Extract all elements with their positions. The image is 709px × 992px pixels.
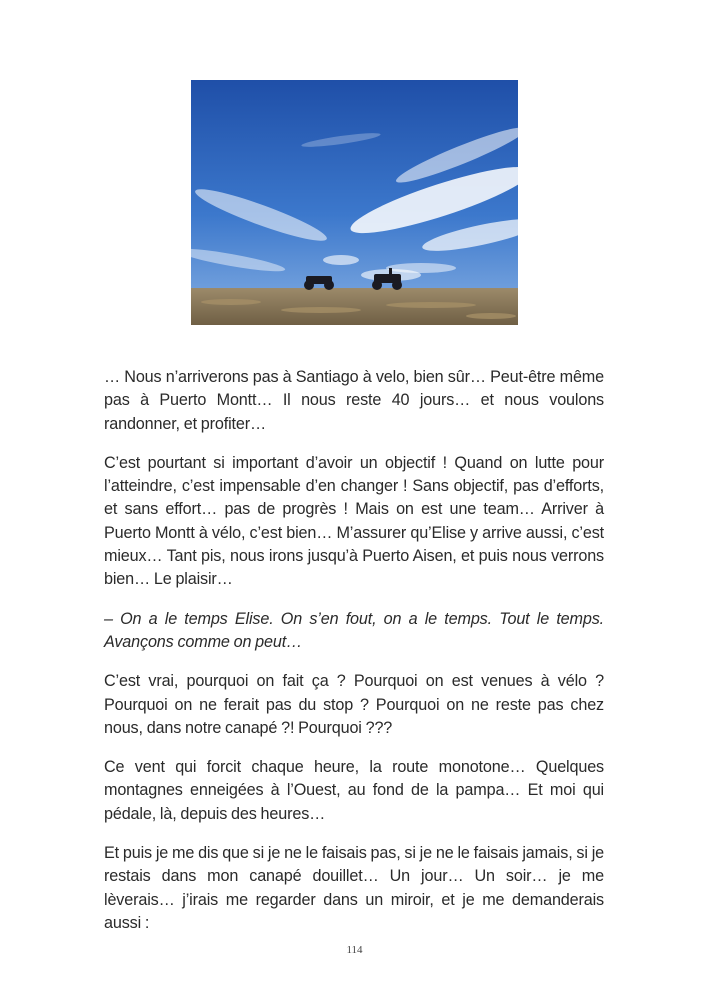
paragraph: C’est pourtant si important d’avoir un objectif ! Quand on lutte pour l’atteindre, c’est impensable d’en changer ! Sans objectif, pas d’efforts, et sans effort… pas de progrès ! Mais on est une team… Arriver à Puerto Montt à vélo, c’est bien… M’assurer qu’Elise y arrive aussi, c’est mieux… Tant pis, nous irons jusqu’à Puerto Aisen, et puis nous verrons bien… Le plaisir…	[104, 453, 604, 589]
paragraph: Et puis je me dis que si je ne le faisais pas, si je ne le faisais jamais, si je restais dans mon canapé douillet… Un jour… Un soir… je me lèverais… j’irais me regarder dans un miroir, et je me demanderais aussi :	[104, 844, 604, 932]
dialogue-paragraph: – On a le temps Elise. On s’en fout, on a le temps. Tout le temps. Avançons comme on peut…	[104, 609, 604, 651]
photo-image	[191, 80, 518, 325]
cycles-under-blue-sky-photo	[191, 80, 518, 325]
paragraph: … Nous n’arriverons pas à Santiago à velo, bien sûr… Peut-être même pas à Puerto Montt… Il nous reste 40 jours… et nous voulons randonner, et profiter…	[104, 368, 604, 433]
paragraph: C’est vrai, pourquoi on fait ça ? Pourquoi on est venues à vélo ? Pourquoi on ne ferait pas du stop ? Pourquoi on ne reste pas chez nous, dans notre canapé ?! Pourquoi ???	[104, 672, 604, 737]
page-number: 114	[346, 944, 363, 956]
paragraph: Ce vent qui forcit chaque heure, la route monotone… Quelques montagnes enneigées à l’Ouest, au fond de la pampa… Et moi qui pédale, là, depuis des heures…	[104, 758, 604, 823]
body-text	[104, 366, 604, 951]
